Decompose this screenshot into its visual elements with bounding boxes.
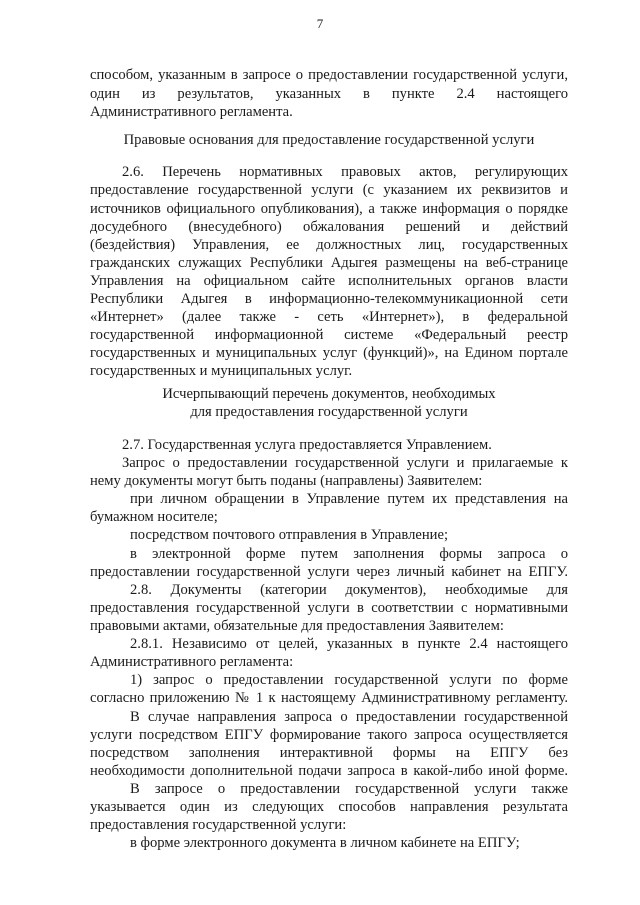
text-line: бумажном носителе; xyxy=(90,509,218,525)
text-line: 2.6. Перечень нормативных правовых актов, регулирующих xyxy=(122,164,568,180)
text-line: в электронной форме путем заполнения формы запроса о xyxy=(130,546,568,562)
text-line: 2.8. Документы (категории документов), необходимые для xyxy=(130,582,568,598)
section-heading: для предоставления государственной услуги xyxy=(190,404,468,420)
text-line: В случае направления запроса о предоставлении государственной xyxy=(130,709,568,725)
page-number: 7 xyxy=(316,16,324,31)
text-line: государственных и муниципальных услуг (функций)», на Едином портале xyxy=(90,345,568,361)
text-line: посредством заполнения интерактивной формы на ЕПГУ без xyxy=(90,745,568,761)
text-line: Республики Адыгея в информационно-телекоммуникационной сети xyxy=(90,291,568,307)
text-line: 2.8.1. Независимо от целей, указанных в пункте 2.4 настоящего xyxy=(130,636,568,652)
text-line: Административного регламента: xyxy=(90,654,294,670)
text-line: способом, указанным в запросе о предоставлении государственной услуги, xyxy=(90,67,568,83)
text-line: В запросе о предоставлении государственной услуги также xyxy=(130,781,568,797)
text-line: гражданских служащих Республики Адыгея размещены на веб-странице xyxy=(90,255,568,271)
text-line: посредством почтового отправления в Управление; xyxy=(130,527,448,543)
text-line: 2.7. Государственная услуга предоставляется Управлением. xyxy=(122,437,492,453)
text-line: в форме электронного документа в личном кабинете на ЕПГУ; xyxy=(130,835,520,851)
text-line: 1) запрос о предоставлении государственной услуги по форме xyxy=(130,672,568,688)
text-line: предоставлении государственной услуги через личный кабинет на ЕПГУ. xyxy=(90,564,568,580)
text-line: досудебного (внесудебного) обжалования решений и действий xyxy=(90,219,568,235)
section-heading: Правовые основания для предоставление государственной услуги xyxy=(123,132,535,148)
text-line: государственных и муниципальных услуг. xyxy=(90,363,353,379)
section-heading: Исчерпывающий перечень документов, необходимых xyxy=(162,386,496,402)
text-line: предоставления государственной услуги: xyxy=(90,817,347,833)
text-line: при личном обращении в Управление путем их представления на xyxy=(130,491,568,507)
text-line: необходимости дополнительной подачи запроса в какой-либо иной форме. xyxy=(90,763,568,779)
text-line: источников официального опубликования), а также информация о порядке xyxy=(90,201,568,217)
text-line: государственной информационной системе «Федеральный реестр xyxy=(90,327,568,343)
text-line: услуги посредством ЕПГУ формирование такого запроса осуществляется xyxy=(90,727,568,743)
text-line: один из результатов, указанных в пункте 2.4 настоящего xyxy=(90,86,568,102)
text-line: предоставление государственной услуги (с указанием их реквизитов и xyxy=(90,182,568,198)
text-line: Запрос о предоставлении государственной услуги и прилагаемые к xyxy=(122,455,568,471)
text-line: нему документы могут быть поданы (направлены) Заявителем: xyxy=(90,473,483,489)
text-line: Управления на официальном сайте исполнительных органов власти xyxy=(90,273,568,289)
text-line: согласно приложению № 1 к настоящему Административному регламенту. xyxy=(90,690,568,706)
text-line: указывается один из следующих способов направления результата xyxy=(90,799,568,815)
text-line: «Интернет» (далее также - сеть «Интернет»), в федеральной xyxy=(90,309,568,325)
text-line: правовыми актами, обязательные для предоставления Заявителем: xyxy=(90,618,504,634)
text-line: (бездействия) Управления, ее должностных лиц, государственных xyxy=(90,237,568,253)
text-line: предоставления государственной услуги в соответствии с нормативными xyxy=(90,600,568,616)
text-line: Административного регламента. xyxy=(90,104,293,120)
